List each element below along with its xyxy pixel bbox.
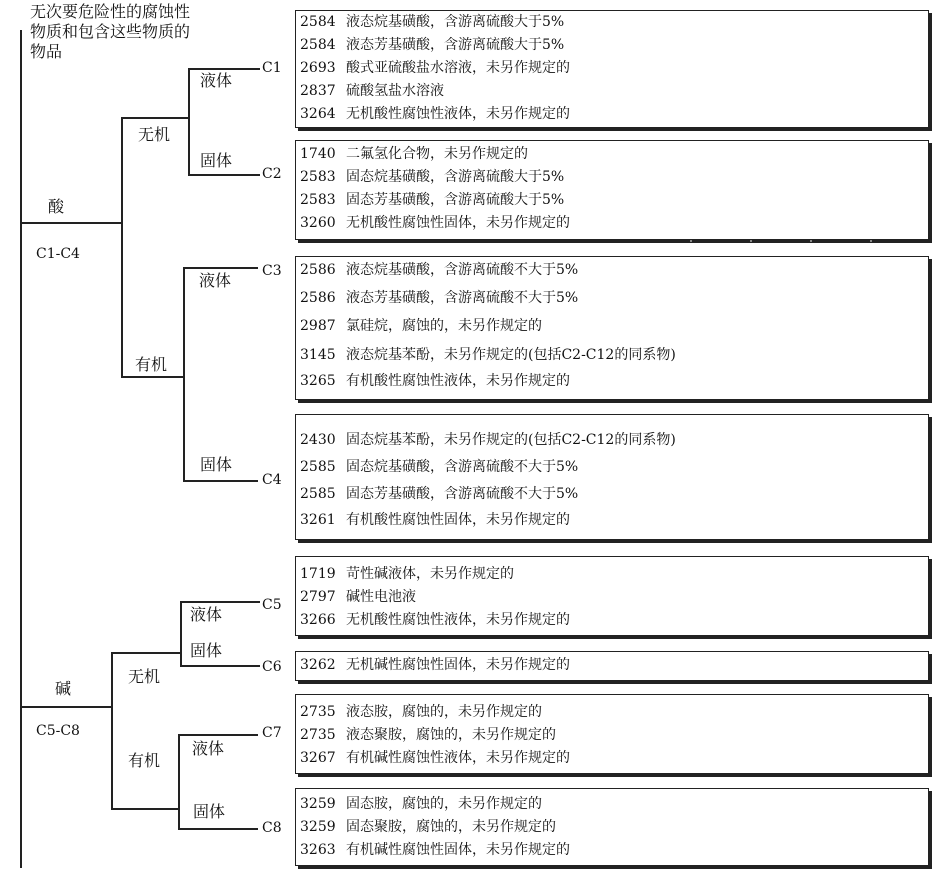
base-inorganic-solid-label: 固体 [190,641,223,660]
un-number: 2586 [300,262,336,278]
main-trunk-line [20,30,22,868]
un-number: 3259 [300,819,336,835]
acid-organic-liquid-label: 液体 [199,271,232,290]
item-description: 苛性碱液体，未另作规定的 [346,566,514,582]
item-description: 液态烷基苯酚，未另作规定的(包括C2-C12的同系物) [346,347,676,363]
list-item [300,818,556,836]
un-number: 3266 [300,612,336,628]
code-label-c6: C6 [262,659,282,675]
un-number: 3262 [300,657,336,673]
list-item [300,105,570,123]
un-number: 3260 [300,215,336,231]
un-number: 2987 [300,318,336,334]
code-label-c1: C1 [262,60,282,76]
list-item [300,59,570,77]
acid-branch-line [20,222,122,224]
un-number: 2586 [300,290,336,306]
code-label-c3: C3 [262,263,282,279]
base-inorganic-liquid-line [180,601,260,603]
item-description: 固态芳基磺酸，含游离硫酸不大于5% [346,486,579,502]
group-box-c3 [295,256,929,400]
base-vertical-line [111,652,113,809]
list-item [300,82,444,100]
base-organic-solid-label: 固体 [193,802,226,821]
item-description: 液态芳基磺酸，含游离硫酸大于5% [346,37,565,53]
item-description: 固态芳基磺酸，含游离硫酸大于5% [346,192,565,208]
acid-organic-solid-line [183,480,258,482]
base-organic-liquid-label: 液体 [192,739,225,758]
un-number: 3261 [300,512,336,528]
item-description: 固态胺，腐蚀的，未另作规定的 [346,796,542,812]
list-item [300,458,578,476]
item-description: 硫酸氢盐水溶液 [346,83,444,99]
un-number: 2735 [300,704,336,720]
acid-inorganic-solid-label: 固体 [200,151,233,170]
item-description: 碱性电池液 [346,589,416,605]
un-number: 3265 [300,373,336,389]
un-number: 1740 [300,146,336,162]
un-number: 2585 [300,459,336,475]
un-number: 3145 [300,347,336,363]
list-item [300,565,514,583]
item-description: 液态芳基磺酸，含游离硫酸不大于5% [346,290,579,306]
acid-inorganic-liquid-label: 液体 [200,71,233,90]
acid-label: 酸 [48,197,65,216]
acid-organic-line [121,376,184,378]
list-item [300,372,570,390]
un-number: 3263 [300,842,336,858]
base-label: 碱 [55,679,72,698]
list-item [300,485,578,503]
un-number: 2584 [300,14,336,30]
base-branch-line [20,706,112,708]
un-number: 3267 [300,750,336,766]
item-description: 有机酸性腐蚀性固体，未另作规定的 [346,512,570,528]
group-box-c7 [295,694,929,774]
list-item [300,511,570,529]
group-box-c2 [295,140,929,240]
item-description: 氯硅烷，腐蚀的，未另作规定的 [346,318,542,334]
un-number: 3259 [300,796,336,812]
group-box-c4 [295,414,929,540]
acid-organic-solid-label: 固体 [200,455,233,474]
code-label-c4: C4 [262,472,282,488]
item-description: 液态胺，腐蚀的，未另作规定的 [346,704,542,720]
acid-organic-liquid-line [183,267,258,269]
acid-inorganic-solid-line [188,174,260,176]
un-number: 2430 [300,432,336,448]
group-box-c8 [295,788,929,866]
item-description: 无机碱性腐蚀性固体，未另作规定的 [346,657,570,673]
acid-inorganic-liquid-line [188,68,260,70]
list-item [300,168,564,186]
base-organic-liquid-line [178,734,258,736]
code-label-c5: C5 [262,597,282,613]
un-number: 2693 [300,60,336,76]
list-item [300,749,570,767]
item-description: 液态烷基磺酸，含游离硫酸大于5% [346,14,565,30]
item-description: 酸式亚硫酸盐水溶液，未另作规定的 [346,60,570,76]
base-inorganic-line [111,652,181,654]
scan-specks [690,240,930,242]
item-description: 固态烷基磺酸，含游离硫酸不大于5% [346,459,579,475]
list-item [300,841,570,859]
list-item [300,656,570,674]
base-range-label: C5-C8 [36,723,80,739]
item-description: 无机酸性腐蚀性固体，未另作规定的 [346,215,570,231]
item-description: 有机酸性腐蚀性液体，未另作规定的 [346,373,570,389]
code-label-c2: C2 [262,166,282,182]
acid-inorganic-line [121,117,189,119]
list-item [300,261,578,279]
item-description: 有机碱性腐蚀性液体，未另作规定的 [346,750,570,766]
item-description: 液态烷基磺酸，含游离硫酸不大于5% [346,262,579,278]
un-number: 2837 [300,83,336,99]
acid-organic-label: 有机 [135,355,168,374]
list-item [300,703,542,721]
base-inorganic-solid-line [180,665,260,667]
item-description: 二氟氢化合物，未另作规定的 [346,146,528,162]
acid-inorganic-label: 无机 [138,125,171,144]
un-number: 2735 [300,727,336,743]
acid-inorganic-vertical [188,68,190,175]
un-number: 3264 [300,106,336,122]
item-description: 固态烷基磺酸，含游离硫酸大于5% [346,169,565,185]
base-organic-line [111,808,179,810]
list-item [300,726,556,744]
list-item [300,13,564,31]
un-number: 2583 [300,169,336,185]
list-item [300,36,564,54]
base-inorganic-label: 无机 [128,667,161,686]
item-description: 无机酸性腐蚀性液体，未另作规定的 [346,106,570,122]
un-number: 2797 [300,589,336,605]
list-item [300,346,676,364]
base-inorganic-liquid-label: 液体 [190,605,223,624]
list-item [300,214,570,232]
code-label-c8: C8 [262,820,282,836]
list-item [300,611,570,629]
list-item [300,795,542,813]
un-number: 2583 [300,192,336,208]
group-box-c6 [295,651,929,681]
item-description: 液态聚胺，腐蚀的，未另作规定的 [346,727,556,743]
list-item [300,317,542,335]
base-inorganic-vertical [180,601,182,666]
base-organic-solid-line [178,828,258,830]
acid-organic-vertical [183,267,185,481]
list-item [300,588,416,606]
base-organic-vertical [178,734,180,829]
acid-range-label: C1-C4 [36,246,80,262]
item-description: 有机碱性腐蚀性固体，未另作规定的 [346,842,570,858]
un-number: 1719 [300,566,336,582]
item-description: 固态聚胺，腐蚀的，未另作规定的 [346,819,556,835]
code-label-c7: C7 [262,725,282,741]
list-item [300,145,528,163]
group-box-c5 [295,556,929,636]
group-box-c1 [295,10,929,128]
list-item [300,431,676,449]
item-description: 无机酸性腐蚀性液体，未另作规定的 [346,612,570,628]
un-number: 2584 [300,37,336,53]
list-item [300,191,564,209]
un-number: 2585 [300,486,336,502]
item-description: 固态烷基苯酚，未另作规定的(包括C2-C12的同系物) [346,432,676,448]
acid-vertical-line [121,117,123,377]
list-item [300,289,578,307]
diagram-title: 无次要危险性的腐蚀性物质和包含这些物质的物品 [30,2,191,61]
base-organic-label: 有机 [128,751,161,770]
